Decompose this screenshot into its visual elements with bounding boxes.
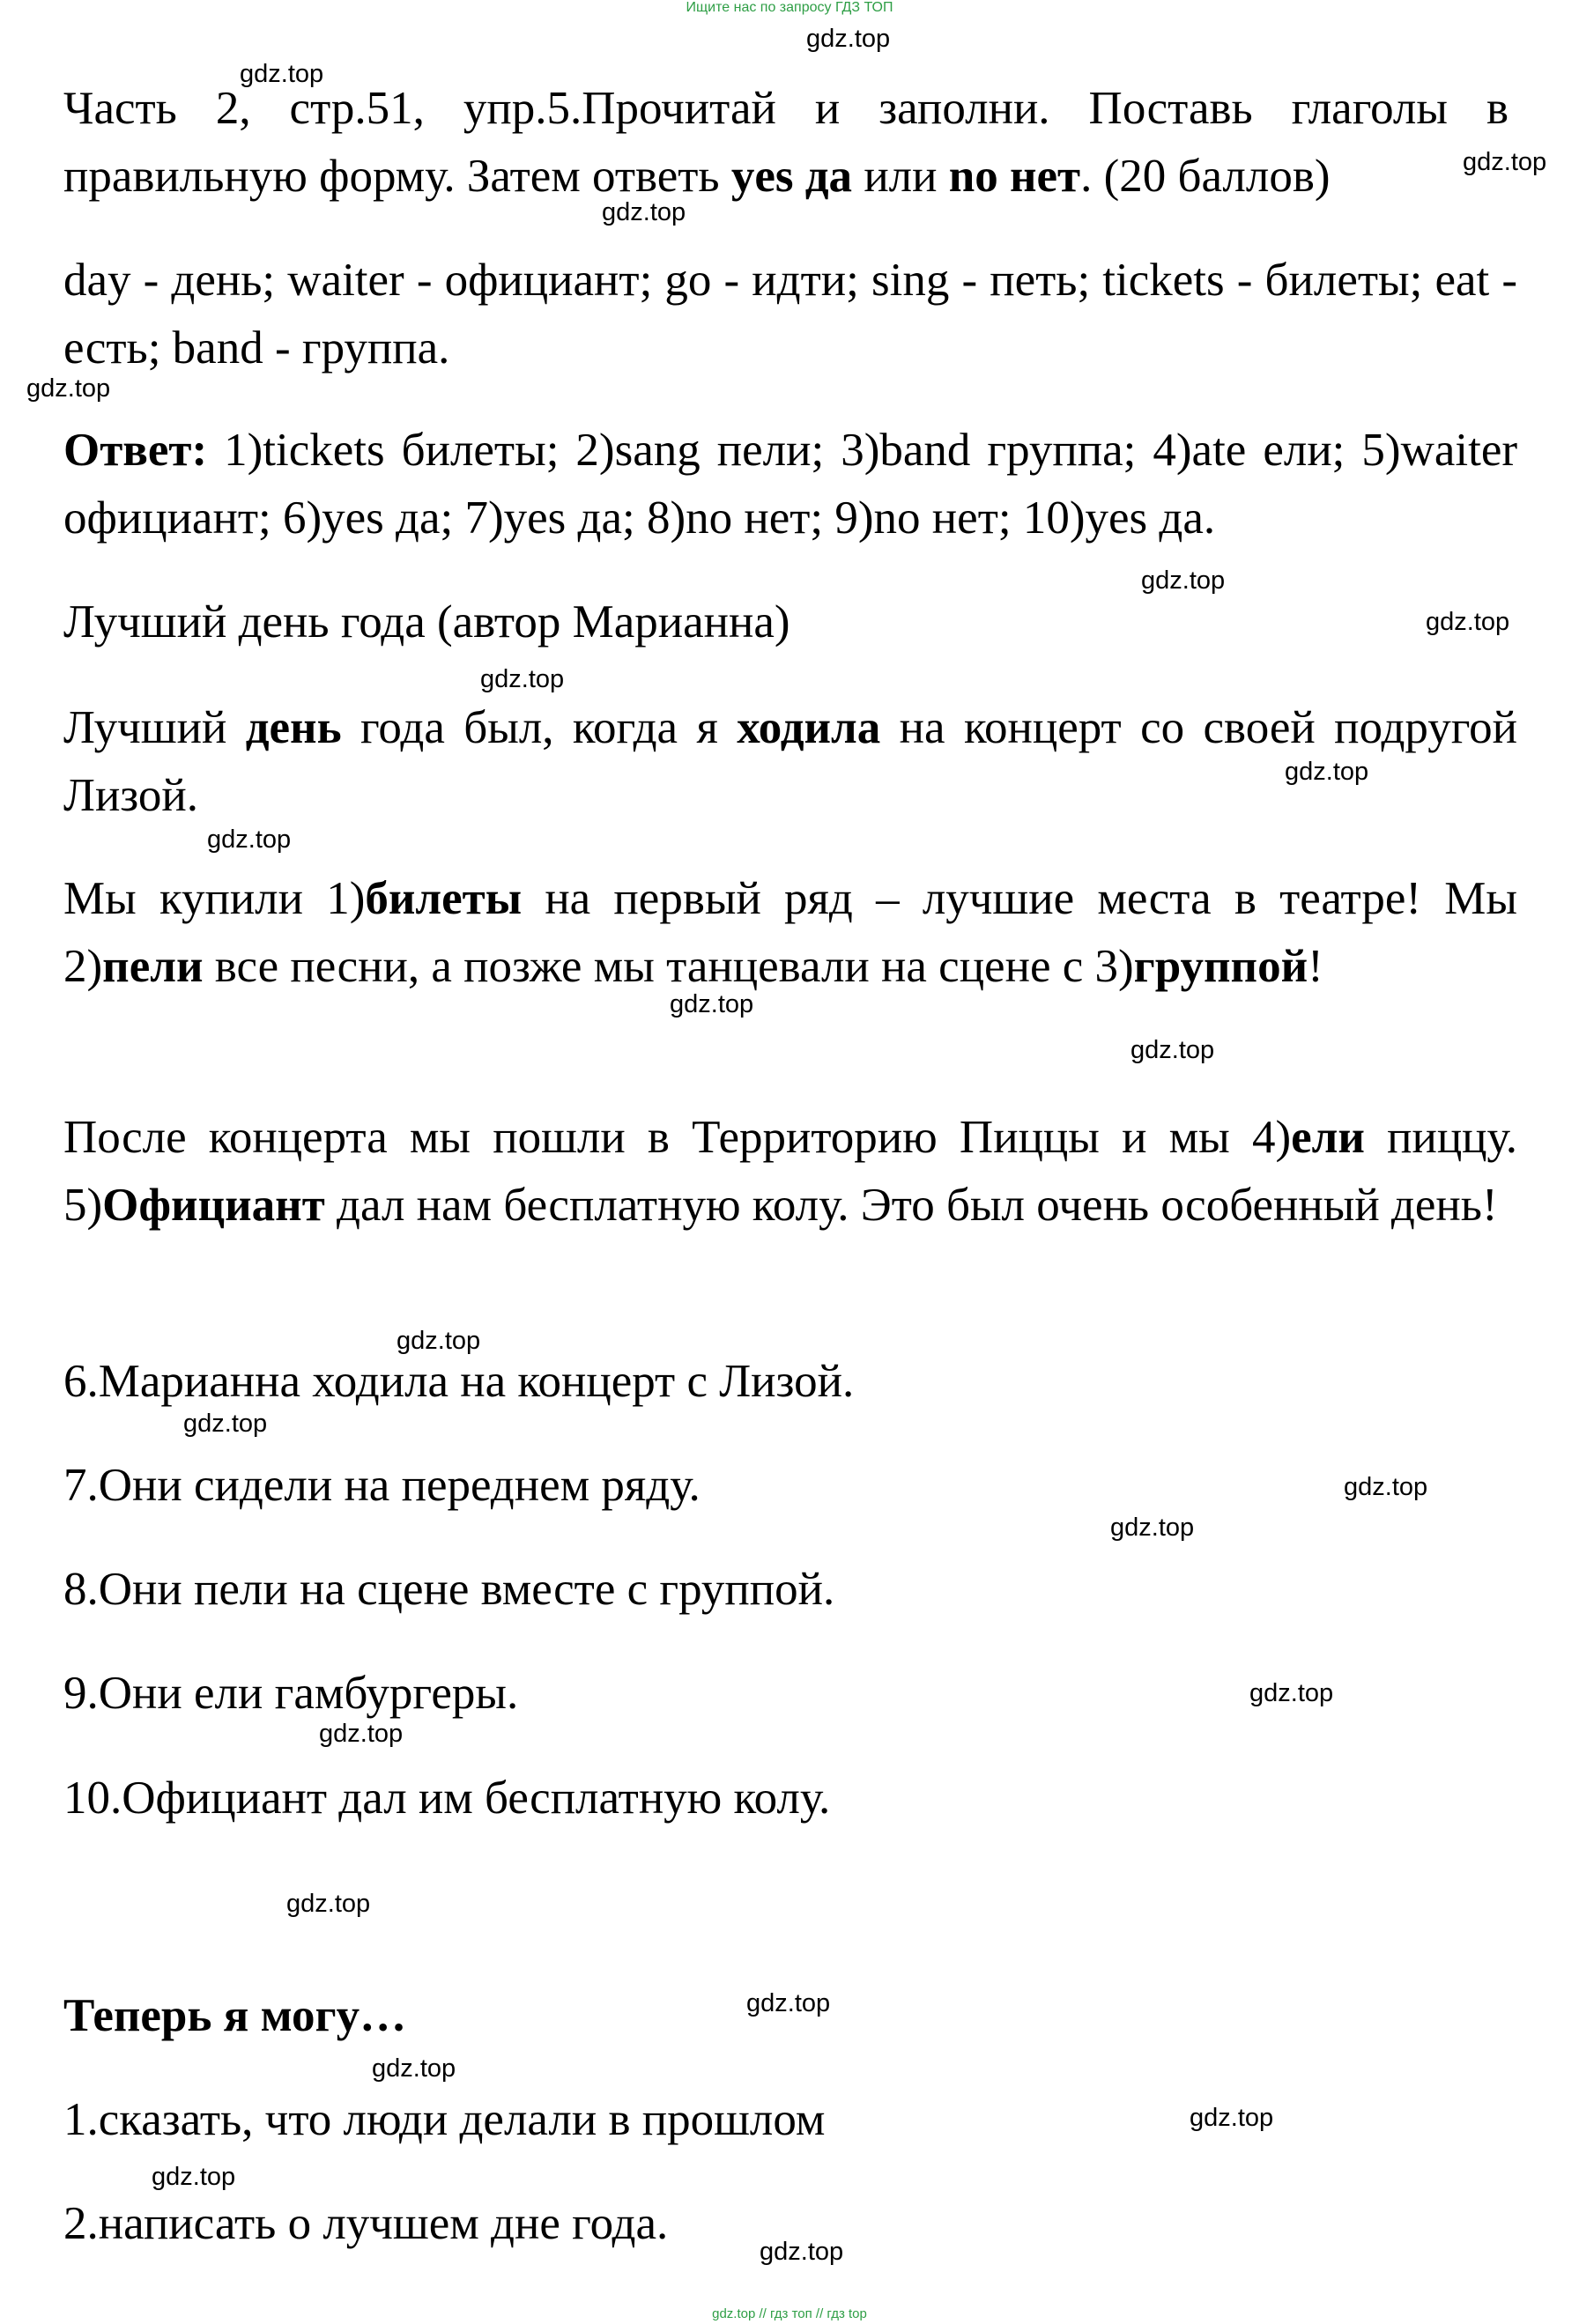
watermark: gdz.top [286,1890,371,1918]
watermark: gdz.top [1285,758,1369,786]
footer-note: gdz.top // гдз топ // гдз top [712,2306,867,2321]
skill-item: 1.сказать, что люди делали в прошлом [63,2094,826,2145]
watermark: gdz.top [1344,1473,1428,1501]
statement: 10.Официант дал им бесплатную колу. [63,1773,831,1824]
watermark: gdz.top [670,990,754,1018]
watermark: gdz.top [152,2163,236,2191]
watermark: gdz.top [207,825,292,854]
watermark: gdz.top [240,60,324,88]
watermark: gdz.top [1426,608,1510,636]
watermark: gdz.top [806,25,891,53]
statement: 7.Они сидели на переднем ряду. [63,1460,701,1511]
watermark: gdz.top [602,198,686,226]
vocabulary-list: day - день; waiter - официант; go - идти; sing - петь; tickets - билеты; eat - есть; band - группа. [63,255,1517,374]
watermark: gdz.top [397,1327,481,1355]
story-paragraph-2: Мы купили 1)билеты на первый ряд – лучшие места в театре! Мы 2)пели все песни, а позже мы танцевали на сцене с 3)группой! [63,873,1517,992]
watermark: gdz.top [372,2054,456,2083]
statement: 8.Они пели на сцене вместе с группой. [63,1564,835,1615]
watermark: gdz.top [1131,1036,1215,1064]
search-hint: Ищите нас по запросу ГДЗ ТОП [686,0,893,15]
watermark: gdz.top [1190,2104,1274,2132]
story-paragraph-3: После концерта мы пошли в Территорию Пиццы и мы 4)ели пиццу. 5)Официант дал нам бесплатную колу. Это был очень особенный день! [63,1112,1517,1231]
statement: 9.Они ели гамбургеры. [63,1668,519,1719]
watermark: gdz.top [1110,1514,1195,1542]
section-heading: Теперь я могу… [63,1990,407,2041]
watermark: gdz.top [1249,1679,1334,1707]
watermark: gdz.top [183,1410,268,1438]
watermark: gdz.top [760,2238,844,2266]
skill-item: 2.написать о лучшем дне года. [63,2198,669,2249]
watermark: gdz.top [319,1720,404,1748]
watermark: gdz.top [480,665,565,693]
story-paragraph-1: Лучший день года был, когда я ходила на концерт со своей подругой Лизой. [63,702,1517,821]
watermark: gdz.top [1141,566,1226,595]
statement: 6.Марианна ходила на концерт с Лизой. [63,1356,855,1407]
task-instructions: Часть 2, стр.51, упр.5.Прочитай и заполни. Поставь глаголы в правильную форму. Затем ответь yes да или no нет. (20 баллов) [63,83,1509,202]
story-title: Лучший день года (автор Марианна) [63,596,790,648]
watermark: gdz.top [1463,148,1547,176]
answer-block: Ответ: 1)tickets билеты; 2)sang пели; 3)band группа; 4)ate ели; 5)waiter официант; 6)yes да; 7)yes да; 8)no нет; 9)no нет; 10)yes да. [63,425,1517,544]
watermark: gdz.top [746,1989,831,2017]
watermark: gdz.top [26,374,111,403]
